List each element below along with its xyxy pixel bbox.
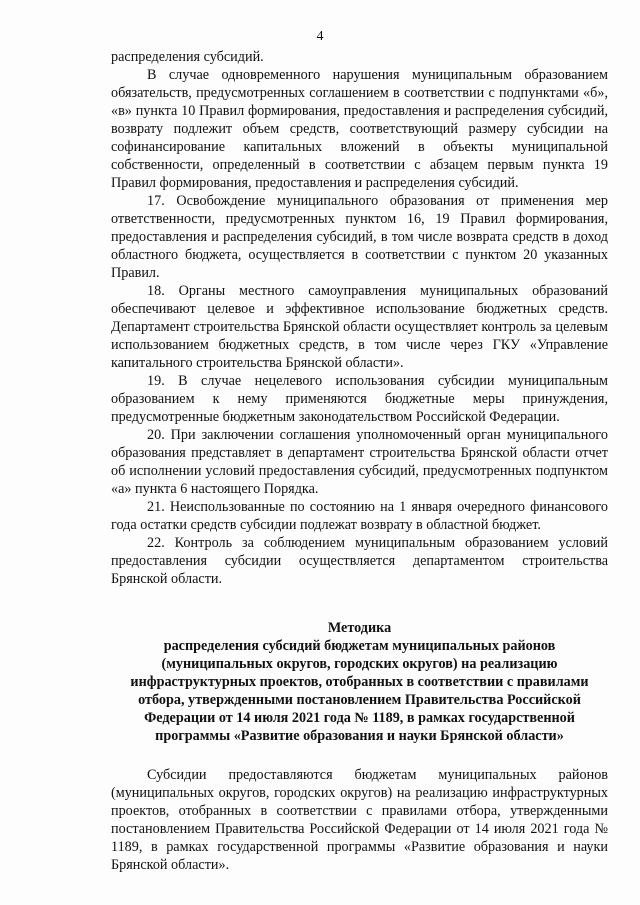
paragraph-violation: В случае одновременного нарушения муниципальным образованием обязательств, предусмотренных соглашением в соответствии с подпунктами «б», «в» пункта 10 Правил формирования, предоставления и распределения субсидий, возврату подлежит объем средств, соответствующий размеру субсидии на софинансирование капитальных вложений в объекты муниципальной собственности, определенный в соответствии с абзацем первым пункта 19 Правил формирования, предоставления и распределения субсидий. (111, 67, 608, 191)
paragraph-20: 20. При заключении соглашения уполномоченный орган муниципального образования представляет в департамент строительства Брянской области отчет об исполнении условий предоставления субсидий, предусмотренных подпунктом «а» пункта 6 настоящего Порядка. (111, 427, 608, 497)
paragraph-17: 17. Освобождение муниципального образования от применения мер ответственности, предусмотренных пунктом 16, 19 Правил формирования, предоставления и распределения субсидий, в том числе возврата средств в доход областного бюджета, осуществляется в соответствии с пунктом 20 указанных Правил. (111, 193, 608, 281)
heading-gap (111, 745, 608, 766)
paragraph-21: 21. Неиспользованные по состоянию на 1 января очередного финансового года остатки средств субсидии подлежат возврату в областной бюджет. (111, 499, 608, 533)
page-number: 4 (316, 29, 324, 44)
methodology-subtitle-line-3: инфраструктурных проектов, отобранных в соответствии с правилами (130, 674, 589, 690)
methodology-subtitle-line-4: отбора, утвержденными постановлением Правительства Российской (138, 692, 581, 708)
paragraph-22: 22. Контроль за соблюдением муниципальным образованием условий предоставления субсидии осуществляется департаментом строительства Брянской области. (111, 535, 608, 587)
methodology-subtitle-line-2: (муниципальных округов, городских округов) на реализацию (161, 656, 558, 672)
methodology-paragraph: Субсидии предоставляются бюджетам муниципальных районов (муниципальных округов, городских округов) на реализацию инфраструктурных проектов, отобранных в соответствии с правилами отбора, утвержденными постановлением Правительства Российской Федерации от 14 июля 2021 года № 1189, в рамках государственной программы «Развитие образования и науки Брянской области». (111, 767, 608, 873)
document-body (111, 48, 608, 874)
paragraph-18: 18. Органы местного самоуправления муниципальных образований обеспечивают целевое и эффективное использование бюджетных средств. Департамент строительства Брянской области осуществляет контроль за целевым использованием бюджетных средств, в том числе через ГКУ «Управление капитального строительства Брянской области». (111, 283, 608, 371)
methodology-subtitle-line-6: программы «Развитие образования и науки Брянской области» (155, 728, 564, 744)
methodology-subtitle-line-1: распределения субсидий бюджетам муниципальных районов (163, 638, 556, 654)
paragraph-continuation: распределения субсидий. (111, 49, 264, 65)
methodology-subtitle-line-5: Федерации от 14 июля 2021 года № 1189, в рамках государственной (144, 710, 575, 726)
methodology-title: Методика (327, 620, 392, 636)
paragraph-19: 19. В случае нецелевого использования субсидии муниципальным образованием к нему применяются бюджетные меры принуждения, предусмотренные бюджетным законодательством Российской Федерации. (111, 373, 608, 425)
section-gap (111, 588, 608, 619)
